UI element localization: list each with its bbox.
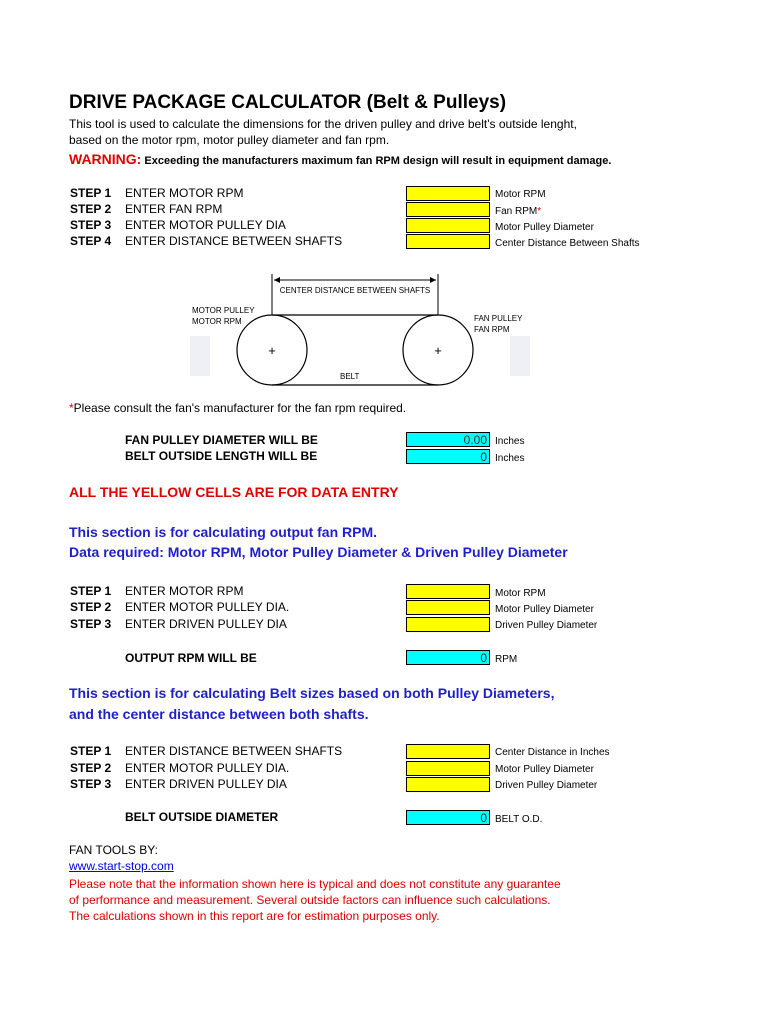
s1-label-4: Center Distance Between Shafts (495, 238, 640, 249)
output-rpm-label: OUTPUT RPM WILL BE (125, 651, 257, 665)
fan-pulley-label: FAN PULLEY (474, 314, 523, 323)
fan-rpm-note: *Please consult the fan's manufacturer for the fan rpm required. (69, 401, 407, 415)
s3-label-1: Center Distance in Inches (495, 747, 610, 758)
s2-heading-1: This section is for calculating output fan RPM. (69, 524, 378, 540)
motor-pulley-label: MOTOR PULLEY (192, 306, 255, 315)
footer-credit: FAN TOOLS BY: (69, 843, 158, 857)
fan-rpm-label: FAN RPM (474, 325, 510, 334)
s3-driven-pulley-input[interactable] (406, 777, 490, 792)
s1-step-1: STEP 1 ENTER MOTOR RPM (70, 186, 244, 200)
belt-pulley-diagram (180, 266, 540, 396)
s3-label-3: Driven Pulley Diameter (495, 780, 598, 791)
footer-link[interactable]: www.start-stop.com (69, 859, 174, 873)
warning-text: Exceeding the manufacturers maximum fan RPM design will result in equipment damage. (144, 155, 612, 167)
motor-shaft-icon: + (268, 343, 276, 358)
s1-label-3: Motor Pulley Diameter (495, 222, 594, 233)
s1-label-1: Motor RPM (495, 189, 546, 200)
s3-motor-pulley-input[interactable] (406, 761, 490, 776)
center-distance-label: CENTER DISTANCE BETWEEN SHAFTS (279, 286, 431, 295)
s3-label-2: Motor Pulley Diameter (495, 764, 594, 775)
s3-heading-2: and the center distance between both shafts. (69, 706, 369, 722)
output-rpm-unit: RPM (495, 654, 518, 665)
motor-pulley-dia-input[interactable] (406, 218, 490, 233)
disclaimer-line-2: of performance and measurement. Several outside factors can influence such calculations. (69, 893, 551, 907)
output-rpm-value: 0 (406, 650, 490, 665)
belt-label: BELT (340, 372, 360, 381)
motor-rpm-input[interactable] (406, 186, 490, 201)
s2-step-1: STEP 1 ENTER MOTOR RPM (70, 584, 244, 598)
center-distance-input[interactable] (406, 234, 490, 249)
page-title: DRIVE PACKAGE CALCULATOR (Belt & Pulleys) (69, 92, 507, 113)
warning-label: WARNING: (69, 151, 142, 167)
s3-step-2: STEP 2 ENTER MOTOR PULLEY DIA. (70, 761, 290, 775)
belt-length-result-value: 0 (406, 449, 490, 464)
s3-center-distance-input[interactable] (406, 744, 490, 759)
s2-label-2: Motor Pulley Diameter (495, 604, 594, 615)
s3-step-1: STEP 1 ENTER DISTANCE BETWEEN SHAFTS (70, 744, 343, 758)
s2-heading-2: Data required: Motor RPM, Motor Pulley Diameter & Driven Pulley Diameter (69, 544, 568, 560)
fan-pulley-result-label: FAN PULLEY DIAMETER WILL BE (125, 433, 318, 447)
fan-pulley-result-value: 0.00 (406, 432, 490, 447)
diagram-shade-right (510, 336, 530, 376)
fan-pulley-result-unit: Inches (495, 436, 525, 447)
intro-line-1: This tool is used to calculate the dimensions for the driven pulley and drive belt's outside lenght, (69, 117, 577, 131)
s2-label-3: Driven Pulley Diameter (495, 620, 598, 631)
s2-step-3: STEP 3 ENTER DRIVEN PULLEY DIA (70, 617, 287, 631)
s2-motor-pulley-input[interactable] (406, 600, 490, 615)
warning (69, 151, 611, 167)
motor-rpm-label: MOTOR RPM (192, 317, 242, 326)
belt-od-label: BELT OUTSIDE DIAMETER (125, 810, 279, 824)
s1-step-2: STEP 2 ENTER FAN RPM (70, 202, 223, 216)
belt-length-result-label: BELT OUTSIDE LENGTH WILL BE (125, 449, 318, 463)
diagram-shade-left (190, 336, 210, 376)
belt-od-value: 0 (406, 810, 490, 825)
s2-driven-pulley-input[interactable] (406, 617, 490, 632)
belt-length-result-unit: Inches (495, 453, 525, 464)
s3-step-3: STEP 3 ENTER DRIVEN PULLEY DIA (70, 777, 287, 791)
disclaimer-line-3: The calculations shown in this report are for estimation purposes only. (69, 909, 440, 923)
intro-line-2: based on the motor rpm, motor pulley diameter and fan rpm. (69, 133, 390, 147)
fan-rpm-input[interactable] (406, 202, 490, 217)
yellow-cells-note: ALL THE YELLOW CELLS ARE FOR DATA ENTRY (69, 484, 399, 500)
s1-step-3: STEP 3 ENTER MOTOR PULLEY DIA (70, 218, 286, 232)
disclaimer-line-1: Please note that the information shown here is typical and does not constitute any guarantee (69, 877, 561, 891)
s1-step-4: STEP 4 ENTER DISTANCE BETWEEN SHAFTS (70, 234, 343, 248)
s3-heading-1: This section is for calculating Belt sizes based on both Pulley Diameters, (69, 685, 555, 701)
fan-shaft-icon: + (434, 343, 442, 358)
s2-motor-rpm-input[interactable] (406, 584, 490, 599)
belt-od-unit: BELT O.D. (495, 814, 543, 825)
s2-label-1: Motor RPM (495, 588, 546, 599)
s2-step-2: STEP 2 ENTER MOTOR PULLEY DIA. (70, 600, 290, 614)
s1-label-2: Fan RPM* (495, 206, 542, 217)
dimension-arrow-right (430, 277, 436, 283)
dimension-arrow-left (274, 277, 280, 283)
